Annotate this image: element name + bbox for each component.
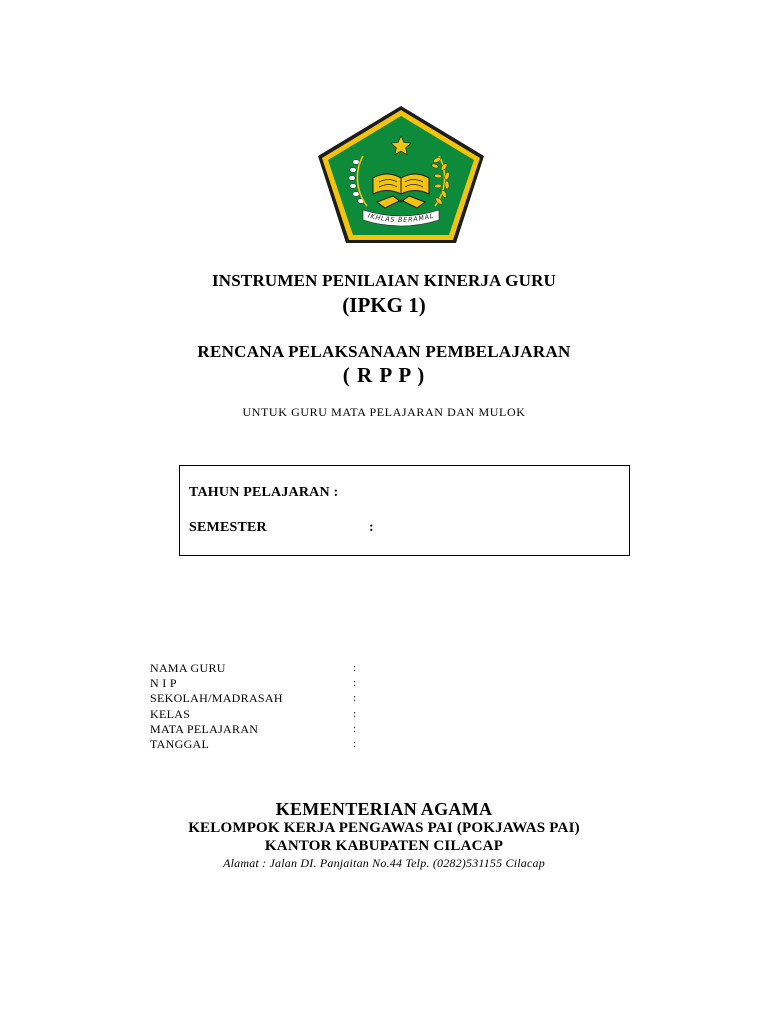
field-label: N I P — [150, 676, 177, 691]
field-label: KELAS — [150, 706, 191, 721]
logo-banner-text: IKHLAS BERAMAL — [367, 211, 435, 225]
semester-row — [189, 520, 374, 536]
field-colon: : — [353, 707, 357, 720]
field-kelas — [150, 707, 450, 722]
semester-label: SEMESTER — [189, 520, 267, 535]
field-colon: : — [353, 677, 357, 690]
footer-working-group: KELOMPOK KERJA PENGAWAS PAI (POKJAWAS PAI) — [188, 820, 580, 836]
field-tanggal — [150, 737, 450, 752]
field-label: TANGGAL — [150, 736, 210, 751]
document-title: INSTRUMEN PENILAIAN KINERJA GURU — [211, 271, 557, 290]
field-label: MATA PELAJARAN — [150, 721, 259, 736]
semester-colon: : — [369, 520, 374, 535]
field-nama-guru — [150, 661, 450, 676]
footer-ministry: KEMENTERIAN AGAMA — [275, 799, 493, 819]
footer-address: Alamat : Jalan DI. Panjaitan No.44 Telp. (0282)531155 Cilacap — [223, 856, 545, 870]
field-sekolah-madrasah — [150, 691, 450, 706]
field-colon: : — [353, 692, 357, 705]
document-subject-abbr: ( R P P ) — [342, 363, 426, 387]
period-box — [179, 465, 630, 556]
field-colon: : — [353, 722, 357, 735]
document-subject: RENCANA PELAKSANAAN PEMBELAJARAN — [197, 342, 571, 361]
field-label: NAMA GURU — [150, 661, 226, 675]
footer-office: KANTOR KABUPATEN CILACAP — [264, 838, 504, 854]
kemenag-emblem-icon — [317, 104, 487, 246]
identity-fields — [150, 661, 450, 752]
field-colon: : — [353, 737, 357, 750]
field-colon: : — [353, 662, 357, 674]
year-label: TAHUN PELAJARAN : — [189, 485, 339, 500]
document-subtitle: UNTUK GURU MATA PELAJARAN DAN MULOK — [242, 405, 526, 419]
document-code: (IPKG 1) — [342, 293, 426, 317]
field-mata-pelajaran — [150, 722, 450, 737]
field-nip — [150, 676, 450, 691]
field-label: SEKOLAH/MADRASAH — [150, 691, 283, 706]
